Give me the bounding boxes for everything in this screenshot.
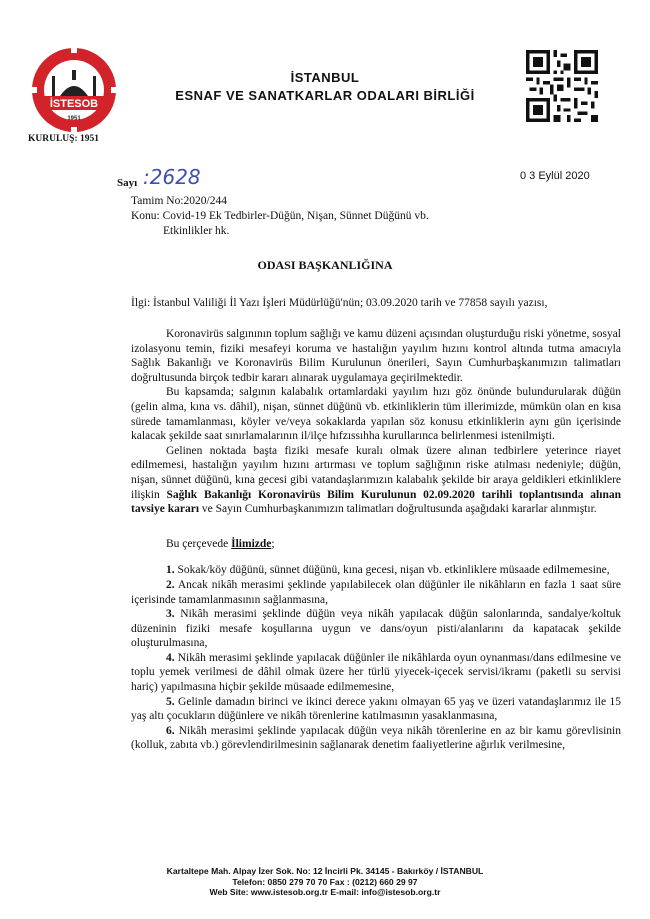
paragraph-4: [131, 537, 621, 552]
footer-address: Kartaltepe Mah. Alpay İzer Sok. No: 12 İncirli Pk. 34145 - Bakırköy / İSTANBUL: [166, 866, 484, 876]
paragraph-2: Bu kapsamda; salgının kalabalık ortamlardaki yayılım hızı göz önünde bulundurularak düğün (gelin alma, kına vs. dâhil), nişan, sünnet düğünü vb. etkinliklerin tüm illerimizde, mümkün olan en kısa sürede tamamlanması, köyler ve/veya sokaklarda yapılan söz konusu etkinliklerin aynı gün içerisinde kalacak şekilde saat sınırlamalarının il/ilçe hıfzıssıhha kurullarınca belirlenmesi istenilmişti.: [131, 386, 621, 443]
tamim-number: Tamim No:2020/244: [131, 195, 227, 207]
paragraph-4-emphasis: İlimizde: [231, 537, 272, 550]
footer-phone: Telefon: 0850 279 70 70 Fax : (0212) 660 29 97: [232, 876, 418, 887]
sayi-label: Sayı: [117, 177, 138, 189]
letter-body: [131, 327, 621, 753]
item-number: 5.: [166, 695, 175, 708]
reference-line: İlgi: İstanbul Valiliği İl Yazı İşleri Müdürlüğü'nün; 03.09.2020 tarih ve 77858 sayılı yazısı,: [131, 297, 548, 309]
list-item: [131, 563, 621, 578]
item-number: 4.: [166, 651, 175, 664]
paragraph-3-text: Gelinen noktada başta fiziki mesafe kuralı olmak üzere alınan tedbirlere yeterince riayet edilmemesi, hastalığın yayılım hızını artırması ve toplum sağlığının riske atılması nedeniyle; düğün, nişan, sünnet düğünü, kına gecesi gibi vatandaşlarımızın kalabalık şekilde bir araya geldikleri etkinliklere ilişkin: [131, 444, 621, 501]
item-number: 2.: [166, 578, 175, 591]
item-number: 3.: [166, 608, 175, 621]
list-item: [131, 578, 621, 607]
paragraph-4-end: ;: [271, 537, 275, 550]
item-text: Nikâh merasimi şeklinde düğün veya nikâh yapılacak düğün salonlarında, sandalye/koltuk düzeninin fiziki mesafe koşullarına uygun ve dans/oyun pisti/alanlarını da kapatacak şekilde oluşturulmasına,: [131, 608, 621, 650]
item-text: Gelinle damadın birinci ve ikinci derece yakını olmayan 65 yaş ve üzeri vatandaşlarımız ile 15 yaş altı çocukların düğünlere ve nikâh törenlerine katılmasının yasaklanmasına,: [131, 695, 621, 723]
org-name-line2: ESNAF VE SANATKARLAR ODALARI BİRLİĞİ: [175, 88, 475, 103]
org-name-line1: İSTANBUL: [290, 70, 360, 85]
paragraph-3-bold: Sağlık Bakanlığı Koronavirüs Bilim Kurulunun 02.09.2020 tarihli toplantısında alınan tavsiye kararı: [131, 488, 621, 516]
item-text: Nikâh merasimi şeklinde yapılacak düğün veya nikâh törenlerine en az bir kamu görevlisinin (kolluk, zabıta vb.) görevlendirilmesinin sağlanarak denetim faaliyetlerine ağırlık verilmesine,: [131, 724, 621, 752]
subject-line1: Konu: Covid-19 Ek Tedbirler-Düğün, Nişan, Sünnet Düğünü vb.: [131, 210, 429, 222]
item-text: Nikâh merasimi şeklinde yapılacak düğünler ile nikâhlarda oyun oynanması/dans edilmesine ve toplu yemek verilmesi de dâhil olmak üzere her türlü yiyecek-içecek servisi/ikramı (paketli su servisi hariç) yapılmasına hiçbir şekilde müsaade edilmemesine,: [131, 651, 621, 694]
addressee-title: ODASI BAŞKANLIĞINA: [257, 258, 393, 272]
list-item: [131, 651, 621, 695]
list-item: [131, 695, 621, 724]
item-text: Ancak nikâh merasimi şeklinde yapılabilecek olan düğünler ile nikâhların en fazla 1 saat süre içerisinde tamamlanmasının sağlanmasına,: [131, 578, 621, 606]
item-number: 1.: [166, 564, 175, 577]
qr-code: [526, 50, 598, 122]
item-text: Sokak/köy düğünü, sünnet düğünü, kına gecesi, nişan vb. etkinliklere müsaade edilmemesine,: [174, 564, 610, 577]
item-number: 6.: [166, 724, 175, 737]
subject-line2: Etkinlikler hk.: [163, 225, 230, 237]
list-item: [131, 724, 621, 753]
sayi-value: :2628: [143, 165, 201, 189]
paragraph-4-text: Bu çerçevede: [166, 537, 232, 550]
list-item: [131, 607, 621, 651]
paragraph-1: Koronavirüs salgınının toplum sağlığı ve kamu düzeni açısından oluşturduğu riski yönetme, sosyal izolasyonu temin, fiziki mesafeyi koruma ve hastalığın yayılım hızını kontrol altında tutma amacıyla Sağlık Bakanlığı ve Koronavirüs Bilim Kurulunun önerileri, Sayın Cumhurbaşkanımızın talimatları doğrultusunda birçok tedbir kararı alınarak uygulamaya geçirilmektedir.: [131, 328, 621, 384]
logo-text: İSTESOB: [49, 98, 99, 110]
footer: [0, 866, 650, 898]
document-date: 0 3 Eylül 2020: [520, 170, 590, 182]
paragraph-3-end: ve Sayın Cumhurbaşkanımızın talimatları doğrultusunda aşağıdaki kararlar alınmıştır.: [199, 503, 597, 516]
founded-label: KURULUŞ: 1951: [28, 134, 99, 144]
footer-web: Web Site: www.istesob.org.tr E-mail: info@istesob.org.tr: [209, 887, 441, 898]
paragraph-3: [131, 444, 621, 517]
logo-year: 1951: [67, 116, 81, 122]
